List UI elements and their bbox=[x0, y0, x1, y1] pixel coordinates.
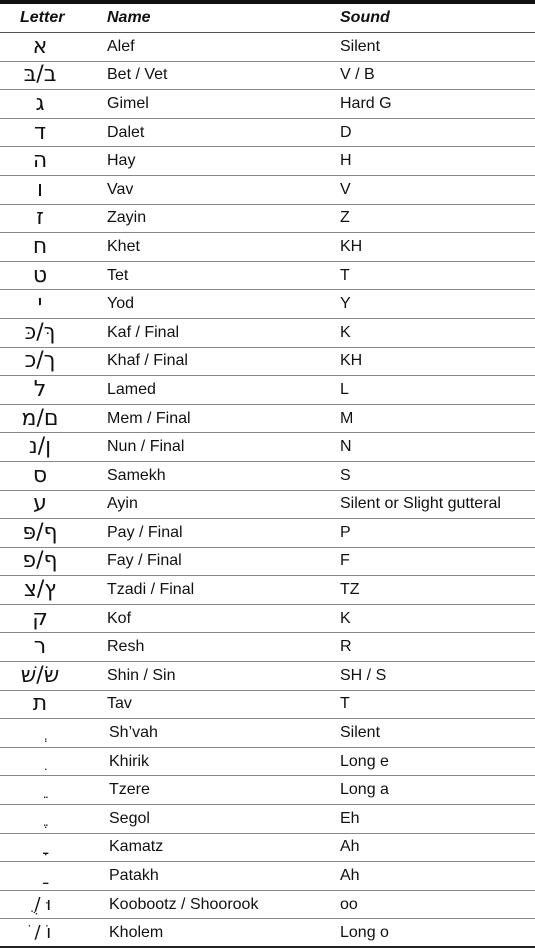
letter-cell: ט bbox=[32, 262, 48, 288]
table-row bbox=[0, 290, 535, 319]
table-row bbox=[0, 433, 535, 462]
table-row bbox=[0, 691, 535, 720]
letter-cell bbox=[0, 810, 80, 828]
sound-cell: Long a bbox=[340, 781, 389, 799]
letter-cell: ך/כ bbox=[24, 348, 56, 374]
sound-cell: Ah bbox=[340, 867, 360, 885]
table-row bbox=[0, 891, 535, 920]
name-cell: Khaf / Final bbox=[107, 352, 188, 370]
table-row bbox=[0, 90, 535, 119]
name-cell: Fay / Final bbox=[107, 552, 182, 570]
letter-cell: ף/פ bbox=[22, 548, 58, 574]
letter-cell: ס bbox=[32, 462, 48, 488]
table-row bbox=[0, 376, 535, 405]
sound-cell: KH bbox=[340, 237, 363, 255]
table-row bbox=[0, 491, 535, 520]
sound-cell: H bbox=[340, 152, 352, 170]
name-cell: Dalet bbox=[107, 123, 145, 141]
sound-cell: V bbox=[340, 180, 351, 198]
letter-cell bbox=[0, 838, 80, 856]
name-cell: Pay / Final bbox=[107, 523, 183, 541]
table-row bbox=[0, 205, 535, 234]
name-cell: Gimel bbox=[107, 94, 149, 112]
table-row bbox=[0, 319, 535, 348]
letter-cell: שׂ/שׁ bbox=[20, 662, 60, 688]
sound-cell: T bbox=[340, 695, 350, 713]
name-cell: Khirik bbox=[109, 752, 150, 770]
name-cell: Samekh bbox=[107, 466, 166, 484]
sound-cell: V / B bbox=[340, 66, 375, 84]
sound-cell: R bbox=[340, 638, 352, 656]
table-row bbox=[0, 576, 535, 605]
name-cell: Lamed bbox=[107, 380, 156, 398]
table-row bbox=[0, 605, 535, 634]
name-cell: Kaf / Final bbox=[107, 323, 180, 341]
letter-cell: ח bbox=[32, 233, 48, 259]
name-cell: Kamatz bbox=[109, 838, 164, 856]
letter-cell: ע bbox=[33, 491, 47, 517]
letter-cell: ן/נ bbox=[28, 434, 52, 460]
sound-cell: F bbox=[340, 552, 350, 570]
letter-cell: ק bbox=[32, 605, 48, 631]
name-cell: Yod bbox=[107, 295, 134, 313]
sound-cell: Y bbox=[340, 295, 351, 313]
letter-cell: ג bbox=[35, 90, 45, 116]
table-row bbox=[0, 147, 535, 176]
letter-cell bbox=[0, 867, 80, 885]
sound-cell: Long e bbox=[340, 752, 389, 770]
name-cell: Bet / Vet bbox=[107, 66, 168, 84]
name-cell: Vav bbox=[107, 180, 134, 198]
name-cell: Tzadi / Final bbox=[107, 581, 195, 599]
table-body bbox=[0, 33, 535, 948]
table-row bbox=[0, 62, 535, 91]
sound-cell: KH bbox=[340, 352, 363, 370]
name-cell: Mem / Final bbox=[107, 409, 191, 427]
letter-cell: ה bbox=[32, 148, 48, 174]
name-cell: Nun / Final bbox=[107, 438, 185, 456]
letter-cell bbox=[0, 781, 80, 799]
sound-cell: Hard G bbox=[340, 94, 392, 112]
table-row bbox=[0, 834, 535, 863]
table-header bbox=[0, 4, 535, 33]
name-cell: Koobootz / Shoorook bbox=[109, 895, 259, 913]
table-row bbox=[0, 805, 535, 834]
name-cell: Hay bbox=[107, 152, 136, 170]
table-row bbox=[0, 176, 535, 205]
table-row bbox=[0, 519, 535, 548]
letter-cell: ב/בּ bbox=[23, 62, 57, 88]
sound-cell: S bbox=[340, 466, 351, 484]
letter-cell: ץ/צ bbox=[23, 577, 57, 603]
table-row bbox=[0, 719, 535, 748]
name-cell: Segol bbox=[109, 809, 150, 827]
sound-cell: Ah bbox=[340, 838, 360, 856]
sound-cell: N bbox=[340, 438, 352, 456]
name-cell: Tav bbox=[107, 695, 132, 713]
sound-cell: Silent bbox=[340, 37, 381, 55]
table-row bbox=[0, 262, 535, 291]
sound-cell: Long o bbox=[340, 923, 389, 941]
sound-cell: Eh bbox=[340, 809, 360, 827]
table-row bbox=[0, 548, 535, 577]
sound-cell: P bbox=[340, 523, 351, 541]
letter-cell: י bbox=[37, 291, 43, 317]
sound-cell: TZ bbox=[340, 581, 360, 599]
table-row bbox=[0, 233, 535, 262]
letter-cell bbox=[0, 724, 80, 742]
sound-cell: oo bbox=[340, 895, 358, 913]
table-row bbox=[0, 33, 535, 62]
letter-cell: ף/פּ bbox=[22, 519, 58, 545]
letter-cell: ם/מ bbox=[21, 405, 59, 431]
table-row bbox=[0, 633, 535, 662]
letter-cell bbox=[0, 753, 80, 771]
letter-cell: ל bbox=[33, 376, 47, 402]
name-cell: Shin / Sin bbox=[107, 666, 176, 684]
table-row bbox=[0, 748, 535, 777]
name-cell: Sh’vah bbox=[109, 724, 158, 742]
header-letter: Letter bbox=[20, 9, 65, 26]
name-cell: Tet bbox=[107, 266, 129, 284]
table-row bbox=[0, 462, 535, 491]
table-row bbox=[0, 919, 535, 948]
letter-cell: ד bbox=[33, 119, 46, 145]
name-cell: Zayin bbox=[107, 209, 147, 227]
name-cell: Patakh bbox=[109, 867, 159, 885]
sound-cell: M bbox=[340, 409, 354, 427]
letter-cell: ו bbox=[37, 176, 43, 202]
name-cell: Alef bbox=[107, 37, 135, 55]
name-cell: Kholem bbox=[109, 923, 164, 941]
sound-cell: Z bbox=[340, 209, 350, 227]
sound-cell: K bbox=[340, 609, 351, 627]
letter-cell: ר bbox=[33, 634, 47, 660]
name-cell: Kof bbox=[107, 609, 132, 627]
table-row bbox=[0, 405, 535, 434]
sound-cell: T bbox=[340, 266, 350, 284]
table-row bbox=[0, 862, 535, 891]
letter-cell: ֹ / וֹ bbox=[28, 921, 52, 943]
name-cell: Khet bbox=[107, 237, 140, 255]
letter-cell: ת bbox=[32, 691, 48, 717]
name-cell: Tzere bbox=[109, 781, 150, 799]
letter-cell: ֻ / וּ bbox=[28, 893, 52, 915]
sound-cell: Silent or Slight gutteral bbox=[340, 495, 501, 513]
sound-cell: SH / S bbox=[340, 666, 387, 684]
name-cell: Resh bbox=[107, 638, 145, 656]
letter-cell: ז bbox=[36, 205, 44, 231]
table-row bbox=[0, 662, 535, 691]
header-name: Name bbox=[107, 9, 151, 26]
table-row bbox=[0, 348, 535, 377]
letter-cell: ךּ/כּ bbox=[24, 319, 56, 345]
table-row bbox=[0, 776, 535, 805]
name-cell: Ayin bbox=[107, 495, 138, 513]
letter-cell: א bbox=[32, 33, 48, 59]
header-sound: Sound bbox=[340, 9, 390, 26]
sound-cell: K bbox=[340, 323, 351, 341]
sound-cell: D bbox=[340, 123, 352, 141]
sound-cell: Silent bbox=[340, 724, 381, 742]
sound-cell: L bbox=[340, 380, 349, 398]
table-row bbox=[0, 119, 535, 148]
